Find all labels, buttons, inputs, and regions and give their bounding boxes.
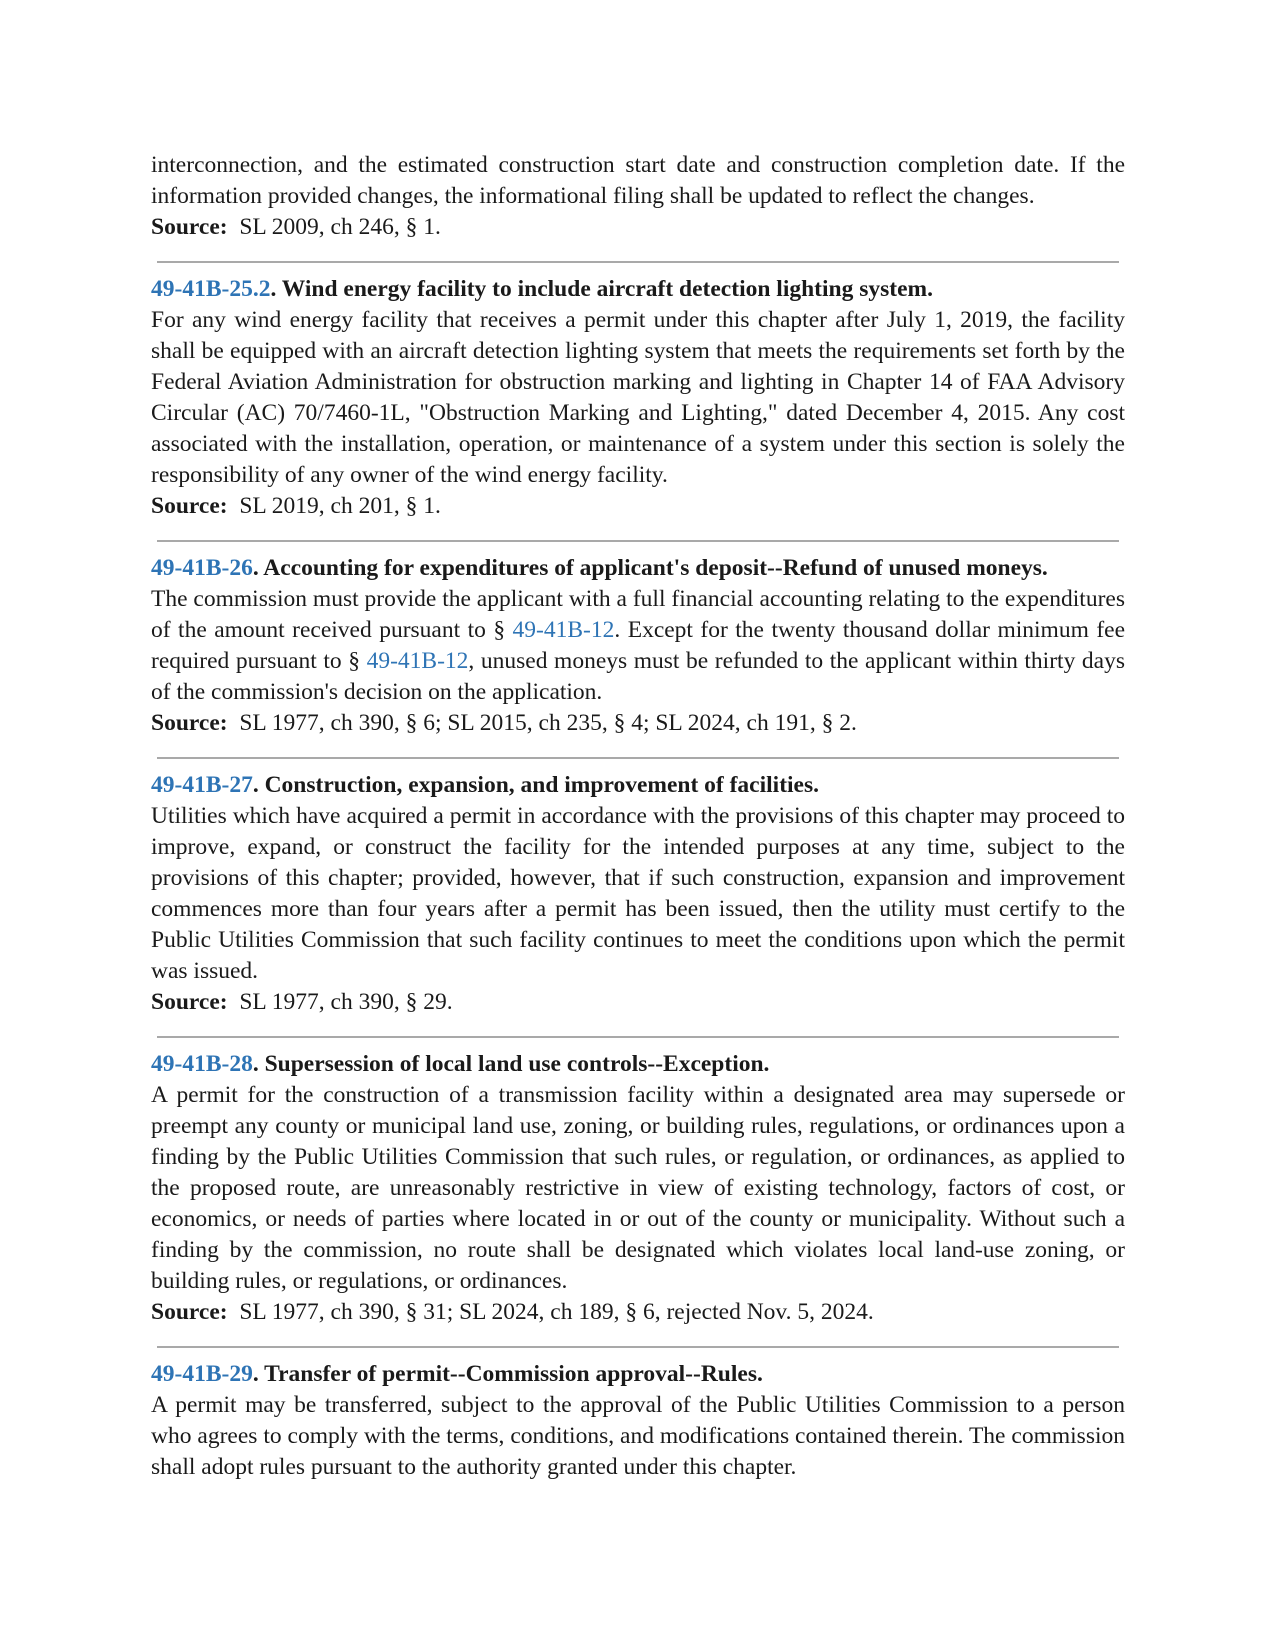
section-divider [157,540,1119,542]
source-label: Source: [151,989,228,1015]
section-body [151,584,1125,708]
section-heading-26 [151,553,1125,584]
statute-page [151,150,1125,1483]
section-title: . Transfer of permit--Commission approval--Rules. [252,1361,763,1387]
section-divider [157,1036,1119,1038]
body-text: , unused moneys must be refunded to the applicant within thirty days of the commission's decision on the application. [151,648,1125,705]
cross-reference-link[interactable]: 49-41B-12 [366,648,469,674]
section-heading-28 [151,1049,1125,1080]
source-line [151,708,1125,739]
source-line [151,1297,1125,1328]
source-label: Source: [151,493,228,519]
section-number-link[interactable]: 49-41B-27 [151,772,253,798]
section-heading-29 [151,1359,1125,1390]
continuation-paragraph: interconnection, and the estimated construction start date and construction completion date. If the information provided changes, the informational filing shall be updated to reflect the changes. [151,152,1125,209]
section-number-link[interactable]: 49-41B-25.2 [151,276,271,302]
section-divider [157,757,1119,759]
section-title: . Construction, expansion, and improvement of facilities. [252,772,820,798]
section-number-link[interactable]: 49-41B-28 [151,1051,253,1077]
section-divider [157,1346,1119,1348]
source-line [151,491,1125,522]
body-text: The commission must provide the applicant with a full financial accounting relating to the expenditures of the amount received pursuant to § [151,586,1125,643]
body-text: . Except for the twenty thousand dollar minimum fee required pursuant to § [151,617,1125,674]
source-line [151,212,1125,243]
section-number-link[interactable]: 49-41B-29 [151,1361,253,1387]
section-title: . Supersession of local land use controls--Exception. [252,1051,770,1077]
source-label: Source: [151,1299,228,1325]
source-text: SL 1977, ch 390, § 6; SL 2015, ch 235, § 4; SL 2024, ch 191, § 2. [239,710,857,736]
source-text: SL 1977, ch 390, § 29. [239,989,453,1015]
source-text: SL 2019, ch 201, § 1. [239,493,441,519]
section-body: Utilities which have acquired a permit in accordance with the provisions of this chapter may proceed to improve, expand, or construct the facility for the intended purposes at any time, subject to the provisions of this chapter; provided, however, that if such construction, expansion and improvement commences more than four years after a permit has been issued, then the utility must certify to the Public Utilities Commission that such facility continues to meet the conditions upon which the permit was issued. [151,803,1125,984]
section-body: A permit may be transferred, subject to the approval of the Public Utilities Commission to a person who agrees to comply with the terms, conditions, and modifications contained therein. The commission shall adopt rules pursuant to the authority granted under this chapter. [151,1392,1125,1480]
section-title: . Wind energy facility to include aircraft detection lighting system. [270,276,933,302]
source-text: SL 2009, ch 246, § 1. [239,214,441,240]
section-divider [157,261,1119,263]
section-title: . Accounting for expenditures of applicant's deposit--Refund of unused moneys. [252,555,1048,581]
source-label: Source: [151,214,228,240]
section-body: For any wind energy facility that receives a permit under this chapter after July 1, 2019, the facility shall be equipped with an aircraft detection lighting system that meets the requirements set forth by the Federal Aviation Administration for obstruction marking and lighting in Chapter 14 of FAA Advisory Circular (AC) 70/7460-1L, "Obstruction Marking and Lighting," dated December 4, 2015. Any cost associated with the installation, operation, or maintenance of a system under this section is solely the responsibility of any owner of the wind energy facility. [151,307,1125,488]
section-body: A permit for the construction of a transmission facility within a designated area may supersede or preempt any county or municipal land use, zoning, or building rules, regulations, or ordinances upon a finding by the Public Utilities Commission that such rules, or regulation, or ordinances, as applied to the proposed route, are unreasonably restrictive in view of existing technology, factors of cost, or economics, or needs of parties where located in or out of the county or municipality. Without such a finding by the commission, no route shall be designated which violates local land-use zoning, or building rules, or regulations, or ordinances. [151,1082,1125,1294]
section-heading-25-2 [151,274,1125,305]
cross-reference-link[interactable]: 49-41B-12 [512,617,615,643]
source-line [151,987,1125,1018]
section-number-link[interactable]: 49-41B-26 [151,555,253,581]
section-heading-27 [151,770,1125,801]
source-text: SL 1977, ch 390, § 31; SL 2024, ch 189, § 6, rejected Nov. 5, 2024. [239,1299,874,1325]
source-label: Source: [151,710,228,736]
